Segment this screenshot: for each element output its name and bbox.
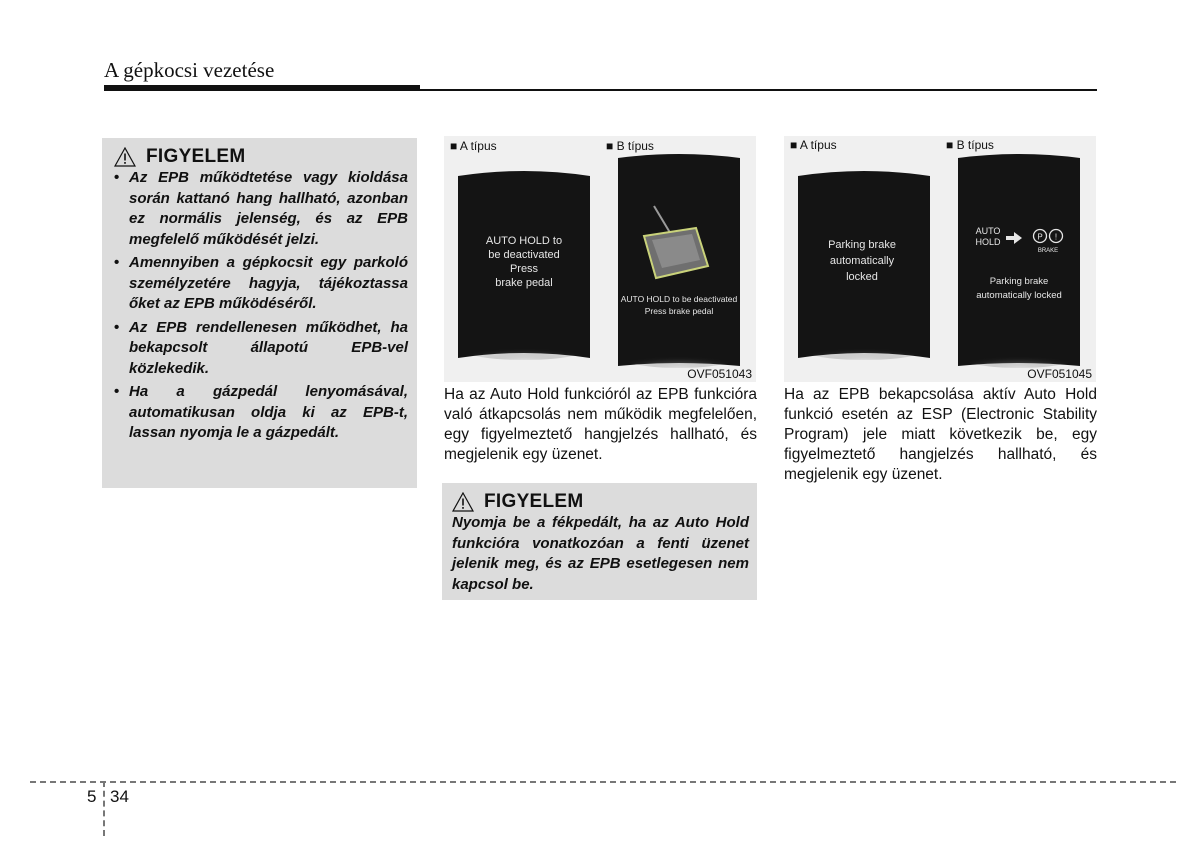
warning-item: • Az EPB működtetése vagy kioldása során kattanó hang hallható, azonban ez normális jelenség, és az EPB megfelelő működését jelzi. <box>114 168 408 250</box>
header-rule-thin <box>420 89 1097 91</box>
warning-header <box>114 146 408 168</box>
screen-b-auto-label: AUTO <box>975 226 1001 236</box>
page-number: 34 <box>110 787 129 806</box>
screen-b-line: Press brake pedal <box>644 306 714 316</box>
warning-title: FIGYELEM <box>146 146 246 167</box>
paragraph-auto-hold-to-epb: Ha az Auto Hold funkcióról az EPB funkcióra való átkapcsolás nem működik megfelelően, egy figyelmeztető hangjelzés hallható, és megjelenik egy üzenet. <box>444 386 757 463</box>
warning-item: • Az EPB rendellenesen működhet, ha bekapcsolt állapotú EPB-vel közlekedik. <box>114 318 408 380</box>
header-rule-thick <box>104 85 420 91</box>
screen-a-line: brake pedal <box>495 277 553 289</box>
chapter-title: A gépkocsi vezetése <box>104 58 275 82</box>
screen-a-line: Press <box>509 263 539 275</box>
type-a-label: ■ A típus <box>450 139 497 153</box>
screen-b-hold-label: HOLD <box>975 237 1001 247</box>
page-chapter-number: 5 <box>87 787 97 806</box>
screen-a-line: locked <box>846 271 878 283</box>
warning-triangle-icon <box>114 147 136 167</box>
paragraph-epb-esp: Ha az EPB bekapcsolása aktív Auto Hold funkció esetén az ESP (Electronic Stability Program) jele miatt következik be, egy figyelmeztető hangjelzés hallható, és megjelenik egy üzenet. <box>784 386 1097 483</box>
warning-item: • Amennyiben a gépkocsit egy parkoló személyzetére hagyja, tájékoztassa őket az EPB működéséről. <box>114 253 408 315</box>
figure-code: OVF051045 <box>1027 367 1092 381</box>
type-b-label: ■ B típus <box>946 138 994 152</box>
warning-title: FIGYELEM <box>484 491 584 512</box>
screen-a-line: automatically <box>829 255 895 267</box>
figure-auto-hold-deactivation <box>444 136 756 382</box>
type-b-label: ■ B típus <box>606 139 654 153</box>
screen-b-line: AUTO HOLD to be deactivated <box>620 294 738 304</box>
screen-a-line: be deactivated <box>488 249 560 261</box>
display-screen-b <box>958 154 1080 366</box>
type-a-label: ■ A típus <box>790 138 837 152</box>
screen-b-line: Parking brake <box>989 276 1049 287</box>
screen-b-line: automatically locked <box>976 290 1062 301</box>
svg-text:P: P <box>1037 232 1043 242</box>
svg-text:!: ! <box>1054 232 1058 242</box>
warning-box-brake-pedal <box>442 483 757 600</box>
warning-header <box>452 491 749 513</box>
warning-list <box>114 168 408 444</box>
screen-b-brake-label: BRAKE <box>1037 248 1059 254</box>
figure-2-illustration <box>784 136 1096 382</box>
warning-item: • Ha a gázpedál lenyomásával, automatikusan oldja ki az EPB-t, lassan nyomja le a gázpedált. <box>114 382 408 444</box>
screen-a-line: AUTO HOLD to <box>485 235 563 247</box>
screen-a-line: Parking brake <box>828 239 896 251</box>
footer-dashed-rule <box>30 781 1176 783</box>
warning-triangle-icon <box>452 492 474 512</box>
warning-text: Nyomja be a fékpedált, ha az Auto Hold funkcióra vonatkozóan a fenti üzenet jelenik meg, és az EPB esetlegesen nem kapcsol be. <box>452 514 749 593</box>
warning-box-epb-notes <box>102 138 417 488</box>
figure-parking-brake-locked <box>784 136 1096 382</box>
figure-code: OVF051043 <box>687 367 752 381</box>
footer-dashed-divider <box>103 781 105 836</box>
figure-1-illustration <box>444 136 756 382</box>
